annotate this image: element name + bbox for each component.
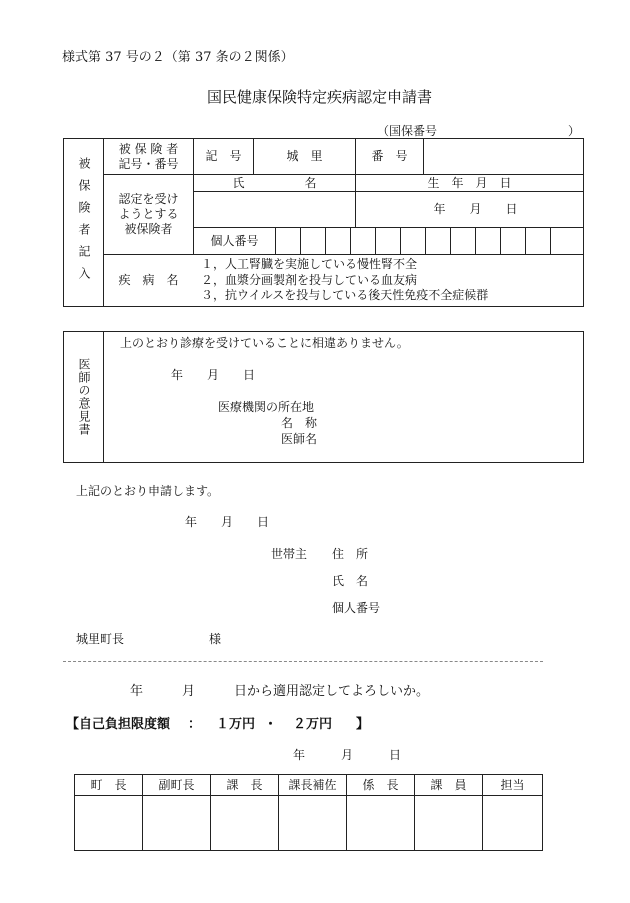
- doctor-side-label: 医師の意見書: [77, 358, 91, 436]
- form-reference: 様式第 37 号の２（第 37 条の２関係）: [62, 50, 294, 65]
- name-field[interactable]: [194, 192, 355, 227]
- limit-option-2[interactable]: ２万円: [293, 717, 333, 732]
- applicant-name-label: 氏 名: [332, 574, 369, 588]
- doctor-date: 年 月 日: [171, 368, 256, 382]
- honorific: 様: [209, 632, 222, 646]
- limit-close: 】: [356, 717, 370, 732]
- birth-date-field[interactable]: 年 月 日: [433, 202, 518, 216]
- name-header: 氏 名: [232, 175, 317, 190]
- stamp-header: 係 長: [362, 777, 399, 792]
- stamp-cell[interactable]: [483, 796, 542, 850]
- stamp-header: 町 長: [90, 777, 127, 792]
- stamp-cell[interactable]: [279, 796, 346, 850]
- stamp-header: 担当: [500, 777, 525, 792]
- disease-item: １，人工腎臓を実施している慢性腎不全: [201, 257, 418, 271]
- applicant-side-label: 被保険者記入: [77, 156, 91, 289]
- stamp-cell[interactable]: [211, 796, 278, 850]
- disease-label: 疾 病 名: [118, 273, 179, 287]
- stamp-cell[interactable]: [347, 796, 414, 850]
- disease-item: ２，血漿分画製剤を投与している血友病: [201, 272, 418, 287]
- limit-option-1[interactable]: １万円: [216, 717, 256, 732]
- approval-text: 年 月 日から適用認定してよろしいか。: [130, 684, 430, 699]
- approval-date: 年 月 日: [293, 748, 402, 762]
- stamp-cell[interactable]: [415, 796, 482, 850]
- page-title: 国民健康保険特定疾病認定申請書: [207, 88, 433, 106]
- stamp-header: 課 長: [226, 777, 263, 792]
- householder-label: 世帯主: [271, 547, 308, 561]
- hoken-number-label: （国保番号: [377, 124, 438, 138]
- disease-item: ３，抗ウイルスを投与している後天性免疫不全症候群: [201, 288, 489, 302]
- bango-field[interactable]: [424, 139, 583, 174]
- doctor-name: 医師名: [281, 432, 318, 446]
- stamp-header: 課 員: [430, 777, 467, 792]
- dashed-separator: [63, 661, 543, 662]
- addressee: 城里町長: [76, 632, 125, 646]
- application-date: 年 月 日: [185, 515, 270, 529]
- institution-name: 名 称: [281, 416, 318, 430]
- stamp-cell[interactable]: [143, 796, 210, 850]
- disease-list: [201, 257, 488, 304]
- limit-label: 【自己負担限度額: [66, 717, 171, 732]
- stamp-header: 課長補佐: [288, 777, 337, 792]
- applicant-personal-number-label: 個人番号: [332, 601, 381, 615]
- doctor-statement: 上のとおり診療を受けていることに相違ありません。: [120, 336, 409, 350]
- stamp-header: 副町長: [158, 777, 195, 792]
- stamp-cell[interactable]: [75, 796, 142, 850]
- insured-id-label: 被 保 険 者 記号・番号: [118, 141, 179, 171]
- bango-label: 番 号: [371, 149, 408, 163]
- institution-location: 医療機関の所在地: [218, 400, 315, 414]
- personal-number-label: 個人番号: [210, 233, 259, 248]
- address-label: 住 所: [332, 547, 369, 561]
- applicant-label: 認定を受け ようとする 被保険者: [118, 192, 179, 236]
- kigo-label: 記 号: [205, 149, 242, 163]
- application-statement: 上記のとおり申請します。: [76, 484, 220, 498]
- birth-header: 生 年 月 日: [427, 175, 512, 190]
- limit-separator: ・: [264, 717, 278, 732]
- kigo-value: 城 里: [286, 149, 323, 163]
- hoken-number-close: ）: [568, 124, 581, 138]
- limit-colon: ：: [188, 717, 202, 732]
